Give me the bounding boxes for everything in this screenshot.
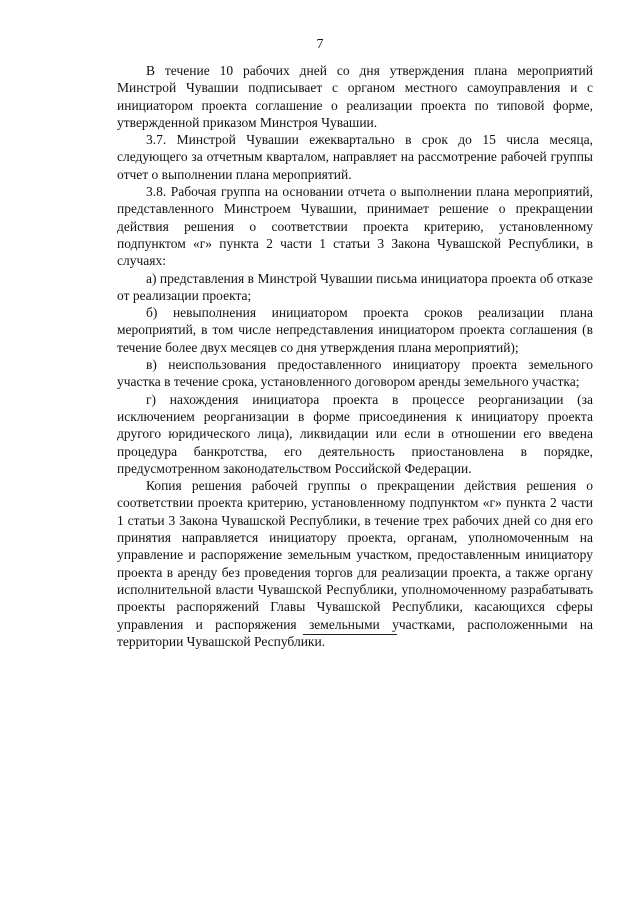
paragraph-3-8: 3.8. Рабочая группа на основании отчета о выполнении плана мероприятий, представленного Минстроем Чувашии, принимает решение о прекращении действия решения о соответствии проекта критерию, установленному подпунктом «г» пункта 2 части 1 статьи 3 Закона Чувашской Республики, в случаях:	[117, 184, 593, 269]
paragraph-3-7: 3.7. Минстрой Чувашии ежеквартально в срок до 15 числа месяца, следующего за отчетным кварталом, направляет на рассмотрение рабочей группы отчет о выполнении плана мероприятий.	[117, 132, 593, 182]
list-item-v: в) неиспользования предоставленного инициатору проекта земельного участка в течение срока, установленного договором аренды земельного участка;	[117, 357, 593, 390]
document-body	[117, 62, 593, 650]
list-item-a: а) представления в Минстрой Чувашии письма инициатора проекта об отказе от реализации проекта;	[117, 270, 593, 303]
list-item-b: б) невыполнения инициатором проекта сроков реализации плана мероприятий, в том числе непредставления инициатором проекта соглашения (в течение более двух месяцев со дня утверждения плана мероприятий);	[117, 305, 593, 355]
paragraph-decision-copy: Копия решения рабочей группы о прекращении действия решения о соответствии проекта критерию, установленному подпунктом «г» пункта 2 части 1 статьи 3 Закона Чувашской Республики, в течение трех рабочих дней со дня его принятия направляется инициатору проекта, органам, уполномоченным на управление и распоряжение земельным участком, предоставленным инициатору проекта в аренду без проведения торгов для реализации проекта, а также органу исполнительной власти Чувашской Республики, уполномоченному разрабатывать проекты распоряжений Главы Чувашской Республики, касающихся сферы управления и распоряжения земельными участками, расположенными на территории Чувашской Республики.	[117, 478, 593, 649]
page-number: 7	[316, 36, 324, 51]
end-divider	[303, 634, 397, 635]
paragraph-agreement-signing: В течение 10 рабочих дней со дня утверждения плана мероприятий Минстрой Чувашии подписывает с органом местного самоуправления и с инициатором проекта соглашение о реализации проекта по типовой форме, утвержденной приказом Минстроя Чувашии.	[117, 63, 593, 130]
list-item-g: г) нахождения инициатора проекта в процессе реорганизации (за исключением реорганизации в форме присоединения к инициатору проекта другого юридического лица), ликвидации или если в отношении его введена процедура банкротства, его деятельность приостановлена в порядке, предусмотренном законодательством Российской Федерации.	[117, 391, 593, 476]
